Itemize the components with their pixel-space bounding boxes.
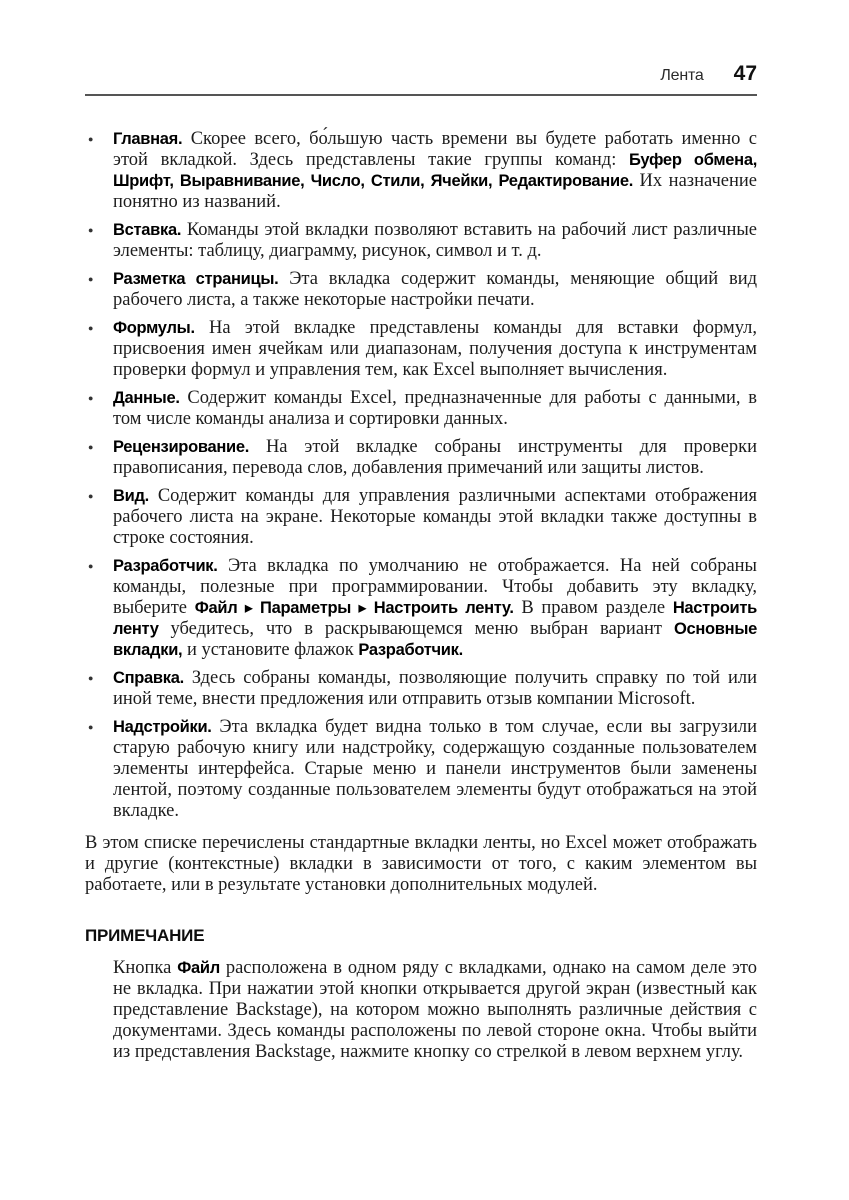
ribbon-tab-item: [85, 486, 757, 549]
note-heading: ПРИМЕЧАНИЕ: [85, 926, 205, 945]
ribbon-tab-item: [85, 129, 757, 213]
ui-term: Вставка.: [113, 221, 182, 239]
ui-term: Формулы.: [113, 319, 195, 337]
page-number: 47: [733, 62, 757, 85]
ui-term: Вид.: [113, 487, 149, 505]
text-segment: и установите флажок: [182, 640, 359, 660]
ribbon-tab-item: [85, 318, 757, 381]
ui-term: Разметка страницы.: [113, 270, 279, 288]
text-segment: убедитесь, что в раскрывающемся меню выбран вариант: [158, 619, 674, 639]
ui-term: Буфер обмена, Шрифт, Выравнивание, Число, Стили, Ячейки, Редактирование.: [113, 151, 757, 190]
text-segment: Содержит команды Excel, предназначенные для работы с данными, в том числе команды анализа и сортировки данных.: [113, 388, 757, 429]
header-rule: [85, 94, 757, 96]
ribbon-tab-item: [85, 220, 757, 262]
text-segment: Их назначение понятно из названий.: [113, 171, 757, 212]
page-header: [85, 62, 757, 86]
text-segment: Скорее всего, бо́льшую часть времени вы будете работать именно с этой вкладкой. Здесь представлены такие группы команд:: [113, 129, 757, 170]
text-segment: В правом разделе: [513, 598, 673, 618]
ui-term: Надстройки.: [113, 718, 212, 736]
text-segment: Эта вкладка будет видна только в том случае, если вы загрузили старую рабочую книгу или надстройку, содержащую созданные пользователем элементы интерфейса. Старые меню и панели инструментов были заменены лентой, поэтому созданные пользователем элементы будут отображаться на этой вкладке.: [113, 717, 757, 821]
ui-term: Главная.: [113, 130, 183, 148]
ribbon-tab-item: [85, 717, 757, 822]
text-segment: Содержит команды для управления различными аспектами отображения рабочего листа на экране. Некоторые команды этой вкладки также доступны в строке состояния.: [113, 486, 757, 548]
ui-term: Файл: [177, 959, 220, 977]
ribbon-tab-item: [85, 437, 757, 479]
text-segment: Эта вкладка по умолчанию не отображается. На ней собраны команды, полезные при программировании. Чтобы добавить эту вкладку, выберите: [113, 556, 757, 618]
ribbon-tab-item: [85, 556, 757, 661]
ui-term: Файл ▸ Параметры ▸ Настроить ленту.: [194, 599, 514, 617]
text-segment: На этой вкладке собраны инструменты для проверки правописания, перевода слов, добавления примечаний или защиты листов.: [113, 437, 757, 478]
ribbon-tabs-list: [85, 129, 757, 822]
ribbon-tab-item: [85, 269, 757, 311]
ui-term: Настроить ленту: [113, 599, 757, 638]
text-segment: На этой вкладке представлены команды для вставки формул, присвоения имен ячейкам или диапазонам, получения доступа к инструментам проверки формул и управления тем, как Excel выполняет вычисления.: [113, 318, 757, 380]
page-body: [85, 129, 757, 1063]
text-segment: Здесь собраны команды, позволяющие получить справку по той или иной теме, внести предложения или отправить отзыв компании Microsoft.: [113, 668, 757, 709]
ui-term: Данные.: [113, 389, 180, 407]
ui-term: Основные вкладки,: [113, 620, 757, 659]
ui-term: Справка.: [113, 669, 184, 687]
ribbon-tab-item: [85, 388, 757, 430]
closing-paragraph: В этом списке перечислены стандартные вкладки ленты, но Excel может отображать и другие (контекстные) вкладки в зависимости от того, с каким элементом вы работаете, или в результате установки дополнительных модулей.: [85, 833, 757, 895]
text-segment: Эта вкладка содержит команды, меняющие общий вид рабочего листа, а также некоторые настройки печати.: [113, 269, 758, 310]
text-segment: расположена в одном ряду с вкладками, однако на самом деле это не вкладка. При нажатии этой кнопки открывается другой экран (известный как представление Backstage), на котором можно выполнять различные действия с документами. Здесь команды расположены по левой стороне окна. Чтобы выйти из представления Backstage, нажмите кнопку со стрелкой в левом верхнем углу.: [113, 958, 757, 1062]
note-section: [85, 926, 757, 1063]
page-content: [85, 62, 757, 1063]
ribbon-tab-item: [85, 668, 757, 710]
running-title: Лента: [660, 67, 704, 84]
ui-term: Разработчик.: [113, 557, 218, 575]
text-segment: Кнопка: [113, 958, 178, 978]
note-body: [113, 958, 757, 1063]
ui-term: Рецензирование.: [113, 438, 250, 456]
ui-term: Разработчик.: [358, 641, 463, 659]
text-segment: Команды этой вкладки позволяют вставить на рабочий лист различные элементы: таблицу, диаграмму, рисунок, символ и т. д.: [113, 220, 757, 261]
